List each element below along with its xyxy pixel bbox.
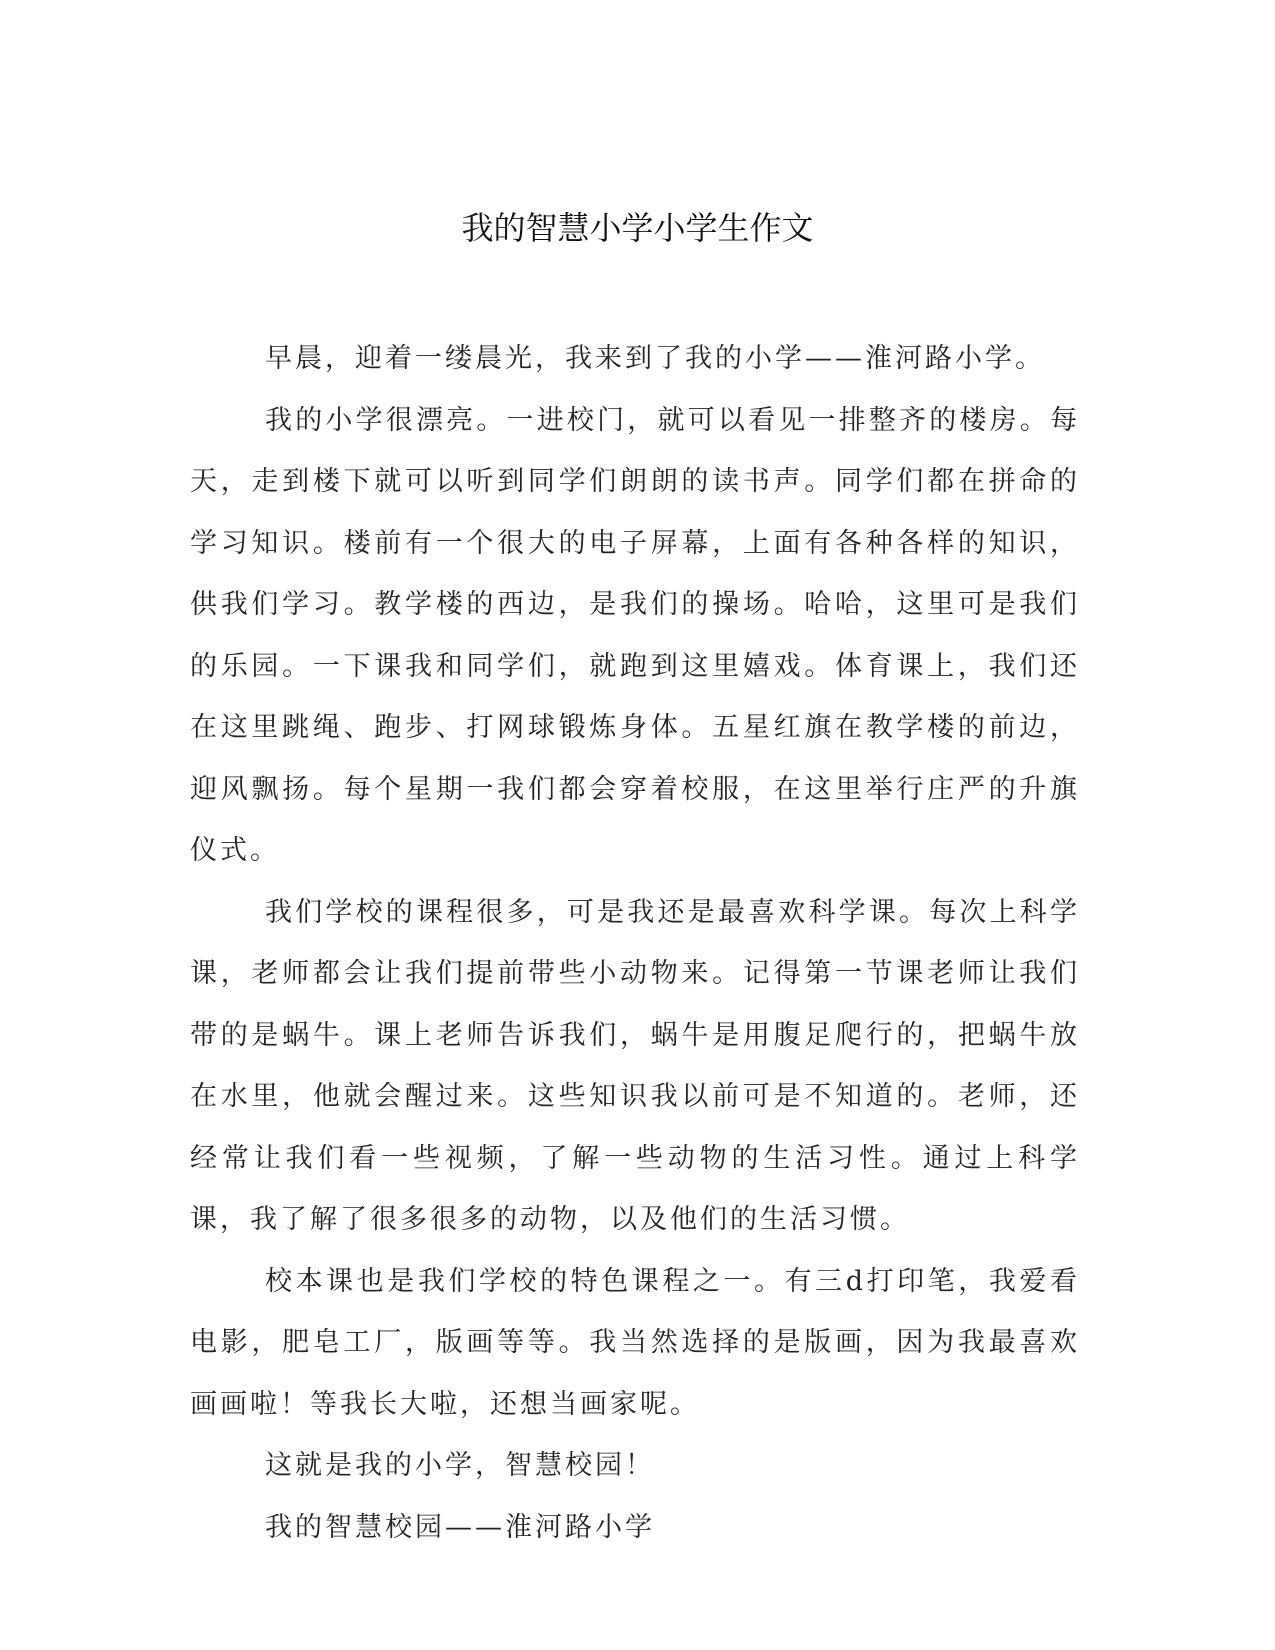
paragraph-3: 我们学校的课程很多，可是我还是最喜欢科学课。每次上科学课，老师都会让我们提前带些小动物来。记得第一节课老师让我们带的是蜗牛。课上老师告诉我们，蜗牛是用腹足爬行的，把蜗牛放在水里，他就会醒过来。这些知识我以前可是不知道的。老师，还经常让我们看一些视频，了解一些动物的生活习性。通过上科学课，我了解了很多很多的动物，以及他们的生活习惯。 [190, 896, 1080, 1235]
document-body [190, 328, 1080, 1558]
paragraph-2: 我的小学很漂亮。一进校门，就可以看见一排整齐的楼房。每天，走到楼下就可以听到同学们朗朗的读书声。同学们都在拼命的学习知识。楼前有一个很大的电子屏幕，上面有各种各样的知识，供我们学习。教学楼的西边，是我们的操场。哈哈，这里可是我们的乐园。一下课我和同学们，就跑到这里嬉戏。体育课上，我们还在这里跳绳、跑步、打网球锻炼身体。五星红旗在教学楼的前边，迎风飘扬。每个星期一我们都会穿着校服，在这里举行庄严的升旗仪式。 [190, 404, 1080, 866]
document-title: 我的智慧小学小学生作文 [461, 209, 814, 247]
paragraph-1: 早晨，迎着一缕晨光，我来到了我的小学——淮河路小学。 [265, 343, 1045, 374]
paragraph-6: 我的智慧校园——淮河路小学 [265, 1511, 655, 1543]
paragraph-4: 校本课也是我们学校的特色课程之一。有三d打印笔，我爱看电影，肥皂工厂，版画等等。我当然选择的是版画，因为我最喜欢画画啦！等我长大啦，还想当画家呢。 [190, 1265, 1080, 1420]
paragraph-5: 这就是我的小学，智慧校园！ [265, 1450, 655, 1481]
